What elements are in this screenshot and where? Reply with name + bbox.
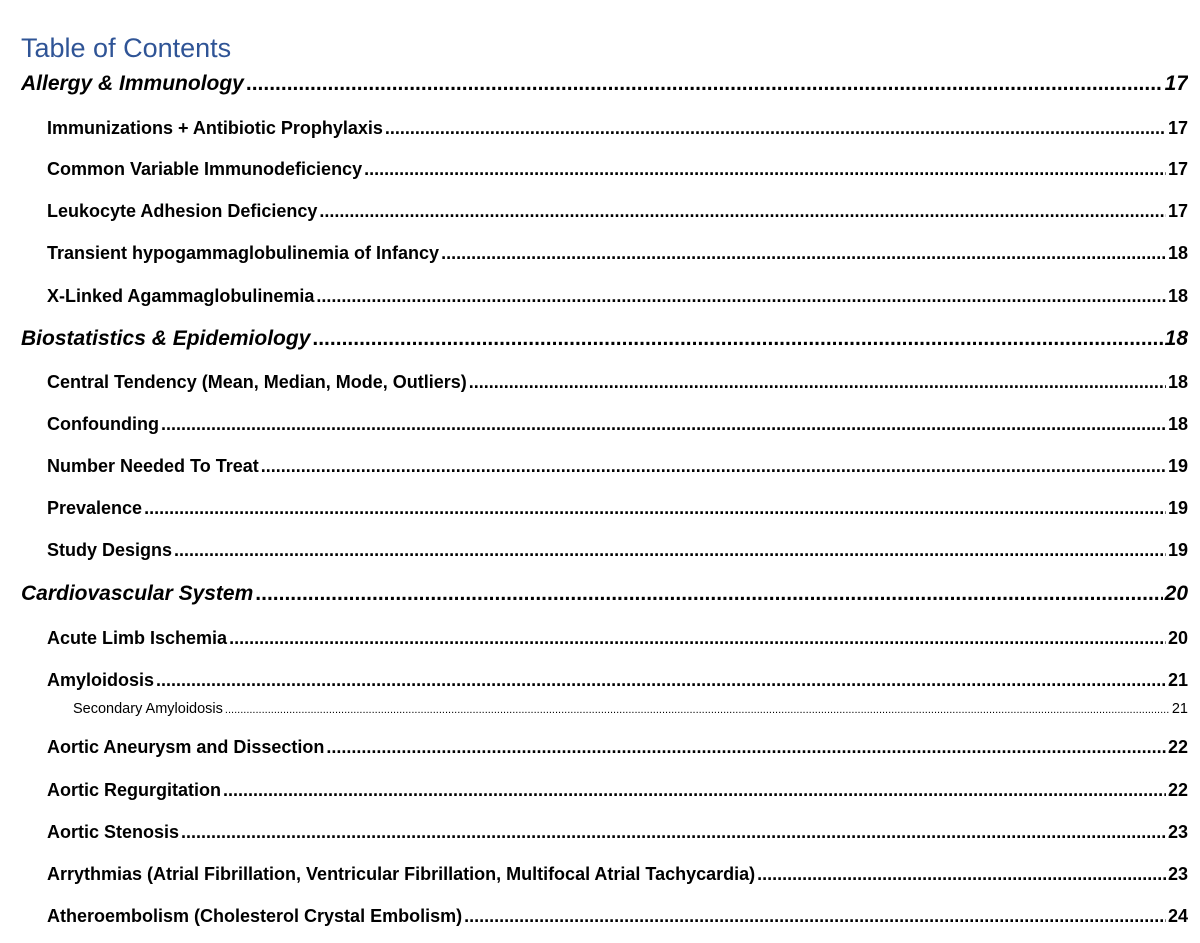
toc-entry-aortic-stenosis[interactable] bbox=[47, 822, 1188, 848]
toc-entry-prevalence[interactable] bbox=[47, 498, 1188, 524]
toc-page-number: 20 bbox=[1167, 628, 1188, 648]
toc-entry-label: Aortic Aneurysm and Dissection bbox=[47, 737, 325, 757]
dot-leader bbox=[181, 822, 1166, 843]
toc-entry-label: Transient hypogammaglobulinemia of Infancy bbox=[47, 243, 440, 263]
dot-leader bbox=[464, 906, 1166, 927]
toc-page-number: 18 bbox=[1167, 286, 1188, 306]
dot-leader bbox=[144, 498, 1166, 519]
dot-leader bbox=[364, 159, 1166, 180]
toc-page-number: 17 bbox=[1164, 72, 1188, 95]
toc-page-number: 18 bbox=[1167, 414, 1188, 434]
dot-leader bbox=[469, 372, 1166, 393]
toc-entry-lad[interactable] bbox=[47, 201, 1188, 227]
toc-entry-label: Number Needed To Treat bbox=[47, 456, 259, 476]
toc-page-number: 23 bbox=[1167, 864, 1188, 884]
dot-leader bbox=[229, 628, 1166, 649]
dot-leader bbox=[261, 456, 1166, 477]
toc-section-allergy-immunology[interactable] bbox=[21, 72, 1188, 102]
page-title: Table of Contents bbox=[21, 33, 232, 64]
toc-entry-xla[interactable] bbox=[47, 286, 1188, 312]
dot-leader bbox=[174, 540, 1166, 561]
toc-entry-aortic-regurgitation[interactable] bbox=[47, 780, 1188, 806]
toc-entry-label: Acute Limb Ischemia bbox=[47, 628, 228, 648]
toc-entry-amyloidosis[interactable] bbox=[47, 670, 1188, 696]
toc-entry-label: Cardiovascular System bbox=[21, 582, 254, 605]
toc-entry-label: X-Linked Agammaglobulinemia bbox=[47, 286, 315, 306]
dot-leader bbox=[757, 864, 1166, 885]
toc-entry-nnt[interactable] bbox=[47, 456, 1188, 482]
toc-page-number: 19 bbox=[1167, 540, 1188, 560]
dot-leader bbox=[441, 243, 1166, 264]
toc-entry-cvid[interactable] bbox=[47, 159, 1188, 185]
toc-page-number: 17 bbox=[1167, 159, 1188, 179]
toc-page-number: 24 bbox=[1167, 906, 1188, 926]
toc-page-number: 18 bbox=[1167, 243, 1188, 263]
toc-page-number: 20 bbox=[1164, 582, 1188, 605]
toc-page-number: 17 bbox=[1167, 118, 1188, 138]
dot-leader bbox=[161, 414, 1166, 435]
toc-entry-label: Aortic Regurgitation bbox=[47, 780, 221, 800]
toc-entry-label: Immunizations + Antibiotic Prophylaxis bbox=[47, 118, 383, 138]
toc-entry-secondary-amyloidosis[interactable] bbox=[73, 701, 1188, 721]
toc-entry-atheroembolism[interactable] bbox=[47, 906, 1188, 932]
toc-entry-label: Arrythmias (Atrial Fibrillation, Ventricular Fibrillation, Multifocal Atrial Tachycardia) bbox=[47, 864, 756, 884]
toc-entry-label: Allergy & Immunology bbox=[21, 72, 244, 95]
dot-leader bbox=[246, 72, 1163, 96]
toc-entry-label: Biostatistics & Epidemiology bbox=[21, 327, 311, 350]
toc-entry-confounding[interactable] bbox=[47, 414, 1188, 440]
toc-entry-acute-limb-ischemia[interactable] bbox=[47, 628, 1188, 654]
toc-entry-label: Confounding bbox=[47, 414, 159, 434]
toc-entry-transient-hypogammaglobulinemia[interactable] bbox=[47, 243, 1188, 269]
toc-entry-label: Common Variable Immunodeficiency bbox=[47, 159, 363, 179]
toc-page-number: 19 bbox=[1167, 456, 1188, 476]
toc-page-number: 18 bbox=[1164, 327, 1188, 350]
toc-entry-label: Prevalence bbox=[47, 498, 143, 518]
dot-leader bbox=[326, 737, 1166, 758]
toc-entry-aortic-aneurysm[interactable] bbox=[47, 737, 1188, 763]
dot-leader bbox=[312, 327, 1162, 351]
toc-section-cardiovascular[interactable] bbox=[21, 582, 1188, 612]
toc-entry-label: Secondary Amyloidosis bbox=[73, 701, 223, 717]
toc-entry-label: Amyloidosis bbox=[47, 670, 155, 690]
toc-page-number: 22 bbox=[1167, 737, 1188, 757]
toc-entry-arrythmias[interactable] bbox=[47, 864, 1188, 890]
dot-leader bbox=[316, 286, 1166, 307]
toc-entry-label: Aortic Stenosis bbox=[47, 822, 180, 842]
toc-entry-study-designs[interactable] bbox=[47, 540, 1188, 566]
dot-leader bbox=[255, 582, 1162, 606]
toc-entry-label: Leukocyte Adhesion Deficiency bbox=[47, 201, 318, 221]
toc-page-number: 21 bbox=[1171, 701, 1188, 717]
toc-page-number: 21 bbox=[1167, 670, 1188, 690]
toc-page-number: 18 bbox=[1167, 372, 1188, 392]
toc-page-number: 19 bbox=[1167, 498, 1188, 518]
toc-page-number: 22 bbox=[1167, 780, 1188, 800]
toc-entry-immunizations[interactable] bbox=[47, 118, 1188, 144]
toc-entry-label: Study Designs bbox=[47, 540, 173, 560]
dot-leader bbox=[223, 780, 1166, 801]
toc-entry-central-tendency[interactable] bbox=[47, 372, 1188, 398]
dot-leader bbox=[385, 118, 1166, 139]
dot-leader bbox=[156, 670, 1166, 691]
toc-entry-label: Atheroembolism (Cholesterol Crystal Embolism) bbox=[47, 906, 463, 926]
dot-leader bbox=[225, 704, 1170, 716]
toc-section-biostatistics[interactable] bbox=[21, 327, 1188, 357]
toc-entry-label: Central Tendency (Mean, Median, Mode, Outliers) bbox=[47, 372, 467, 392]
toc-page-number: 17 bbox=[1167, 201, 1188, 221]
toc-page-number: 23 bbox=[1167, 822, 1188, 842]
dot-leader bbox=[319, 201, 1166, 222]
